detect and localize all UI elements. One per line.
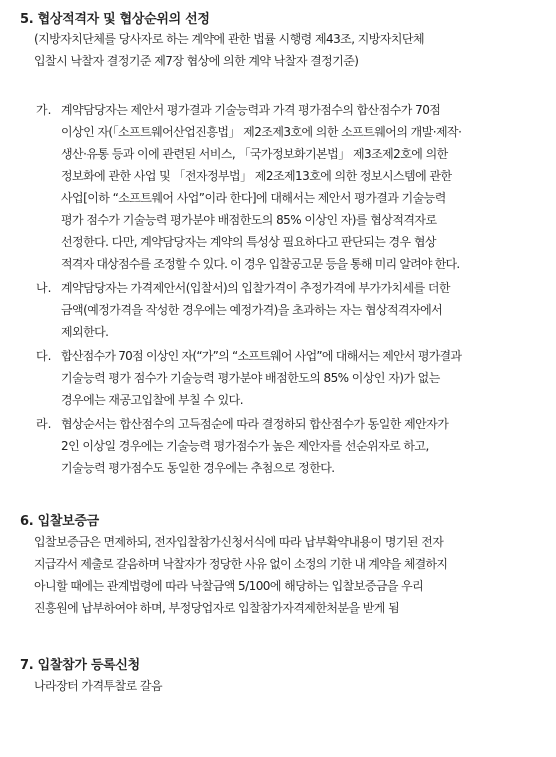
section-5-heading: 5. 협상적격자 및 협상순위의 선정 (20, 12, 210, 27)
item-na-line: 금액(예정가격을 작성한 경우에는 예정가격)을 초과하는 자는 협상적격자에서 (61, 303, 443, 317)
item-na-marker: 나. (36, 281, 52, 295)
item-da-line: 합산점수가 70점 이상인 자(“가”의 “소프트웨어 사업”에 대해서는 제안서 평가결과 (61, 349, 462, 363)
item-ga-line: 정보화에 관한 사업 및 「전자정부법」 제2조제13호에 의한 정보시스템에 관한 (61, 169, 452, 183)
item-ga-line: 선정한다. 다만, 계약담당자는 계약의 특성상 필요하다고 판단되는 경우 협상 (61, 235, 436, 249)
item-ra-marker: 라. (36, 417, 52, 431)
item-da-marker: 다. (36, 349, 52, 363)
item-ga-line: 이상인 자(「소프트웨어산업진흥법」 제2조제3호에 의한 소프트웨어의 개발·제작· (61, 125, 462, 139)
item-na-line: 계약담당자는 가격제안서(입찰서)의 입찰가격이 추정가격에 부가가치세를 더한 (61, 281, 450, 295)
section-6-line: 입찰보증금은 면제하되, 전자입찰참가신청서식에 따라 납부확약내용이 명기된 전자 (34, 535, 444, 549)
item-ra-line: 협상순서는 합산점수의 고득점순에 따라 결정하되 합산점수가 동일한 제안자가 (61, 417, 449, 431)
item-ra-line: 기술능력 평가점수도 동일한 경우에는 추첨으로 정한다. (61, 461, 335, 475)
item-ga-line: 계약담당자는 제안서 평가결과 기술능력과 가격 평가점수의 합산점수가 70점 (61, 103, 441, 117)
section-6-line: 아니할 때에는 관계법령에 따라 낙찰금액 5/100에 해당하는 입찰보증금을 우리 (34, 579, 424, 593)
section-5-reference-line: (지방자치단체를 당사자로 하는 계약에 관한 법률 시행령 제43조, 지방자치단체 (34, 32, 424, 46)
section-6-line: 진흥원에 납부하여야 하며, 부정당업자로 입찰참가자격제한처분을 받게 됨 (34, 601, 400, 615)
item-da-line: 기술능력 평가 점수가 기술능력 평가분야 배점한도의 85% 이상인 자)가 없는 (61, 371, 440, 385)
section-6-line: 지급각서 제출로 갈음하며 낙찰자가 정당한 사유 없이 소정의 기한 내 계약을 체결하지 (34, 557, 448, 571)
section-5-reference-line: 입찰시 낙찰자 결정기준 제7장 협상에 의한 계약 낙찰자 결정기준) (34, 54, 359, 68)
item-ga-line: 사업[이하 “소프트웨어 사업”이라 한다]에 대해서는 제안서 평가결과 기술능력 (61, 191, 446, 205)
item-da-line: 경우에는 재공고입찰에 부칠 수 있다. (61, 393, 243, 407)
section-7-line: 나라장터 가격투찰로 갈음 (34, 679, 162, 693)
item-ga-line: 생산·유통 등과 이에 관련된 서비스, 「국가정보화기본법」 제3조제2호에 의한 (61, 147, 448, 161)
item-ga-marker: 가. (36, 103, 52, 117)
item-na-line: 제외한다. (61, 325, 109, 339)
section-6-heading: 6. 입찰보증금 (20, 514, 99, 529)
section-7-heading: 7. 입찰참가 등록신청 (20, 658, 140, 673)
item-ra-line: 2인 이상일 경우에는 기술능력 평가점수가 높은 제안자를 선순위자로 하고, (61, 439, 429, 453)
item-ga-line: 평가 점수가 기술능력 평가분야 배점한도의 85% 이상인 자)를 협상적격자로 (61, 213, 437, 227)
item-ga-line: 적격자 대상점수를 조정할 수 있다. 이 경우 입찰공고문 등을 통해 미리 알려야 한다. (61, 257, 460, 271)
